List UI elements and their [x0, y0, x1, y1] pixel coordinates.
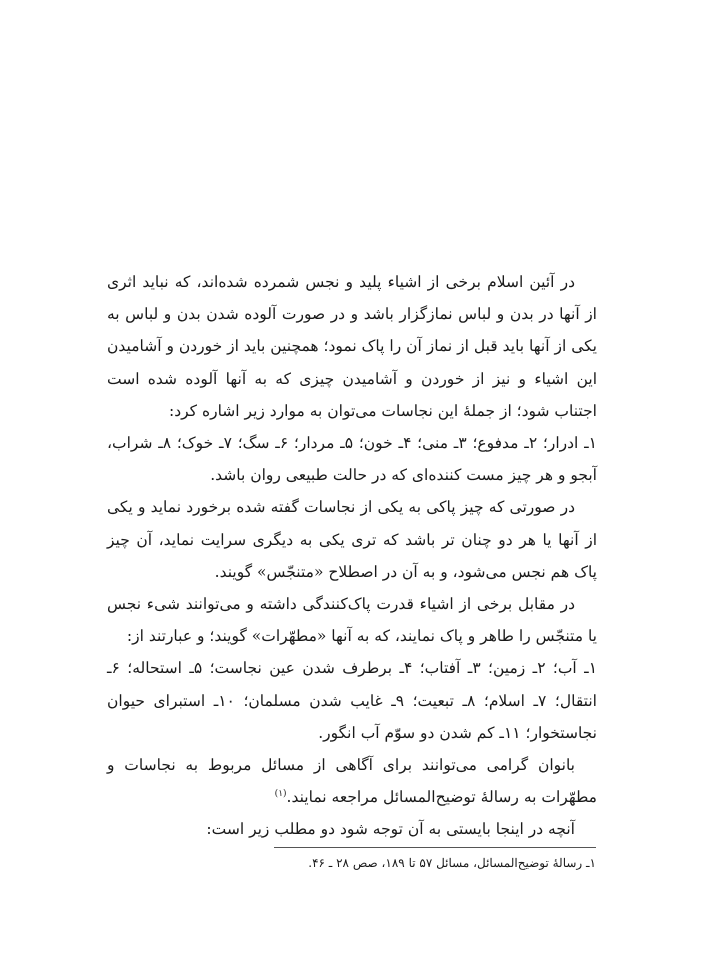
body-text	[107, 266, 597, 846]
footnote-divider	[274, 847, 596, 848]
footnote-reference: (۱)	[274, 789, 287, 800]
paragraph-two-points: آنچه در اینجا بایستی به آن توجه شود دو مطلب زیر است:	[206, 820, 575, 839]
footnote: ۱ـ رسالهٔ توضیح‌المسائل، مسائل ۵۷ تا ۱۸۹، صص ۲۸ ـ ۴۶.	[308, 856, 596, 870]
paragraph-motahharat-list: ۱ـ آب؛ ۲ـ زمین؛ ۳ـ آفتاب؛ ۴ـ برطرف شدن عین نجاست؛ ۵ـ استحاله؛ ۶ـ انتقال؛ ۷ـ اسلام؛ ۸ـ تبعیت؛ ۹ـ غایب شدن مسلمان؛ ۱۰ـ استبرای حیوان نجاستخوار؛ ۱۱ـ کم شدن دو سوّم آب انگور.	[107, 659, 598, 742]
paragraph-motahharat-intro: در مقابل برخی از اشیاء قدرت پاک‌کنندگی داشته و می‌توانند شیء نجس یا متنجّس را طاهر و پاک نمایند، که به آنها «مطهّرات» گویند؛ و عبارتند از:	[107, 595, 597, 646]
paragraph-najasat-list: ۱ـ ادرار؛ ۲ـ مدفوع؛ ۳ـ منی؛ ۴ـ خون؛ ۵ـ مردار؛ ۶ـ سگ؛ ۷ـ خوک؛ ۸ـ شراب، آبجو و هر چیز مست کننده‌ای که در حالت طبیعی روان باشد.	[107, 434, 597, 485]
paragraph-resaleh-note	[107, 749, 597, 813]
paragraph-najasat-intro: در آئین اسلام برخی از اشیاء پلید و نجس شمرده شده‌اند، که نباید اثری از آنها در بدن و لباس نمازگزار باشد و در صورت آلوده شدن بدن و لباس به یکی از آنها باید قبل از نماز آن را پاک نمود؛ همچنین باید از خوردن و آشامیدن این اشیاء و نیز از خوردن و آشامیدن چیزی که به آنها آلوده شده است اجتناب شود؛ از جملهٔ این نجاسات می‌توان به موارد زیر اشاره کرد:	[107, 273, 597, 420]
paragraph-motanajjes: در صورتی که چیز پاکی به یکی از نجاسات گفته شده برخورد نماید و یکی از آنها یا هر دو چنان تر باشد که تری یکی به دیگری سرایت نماید، آن چیز پاک هم نجس می‌شود، و به آن در اصطلاح «متنجّس» گویند.	[107, 498, 597, 581]
resaleh-note-text: بانوان گرامی می‌توانند برای آگاهی از مسائل مربوط به نجاسات و مطهّرات به رسالهٔ توضیح‌المسائل مراجعه نمایند.	[107, 756, 597, 807]
